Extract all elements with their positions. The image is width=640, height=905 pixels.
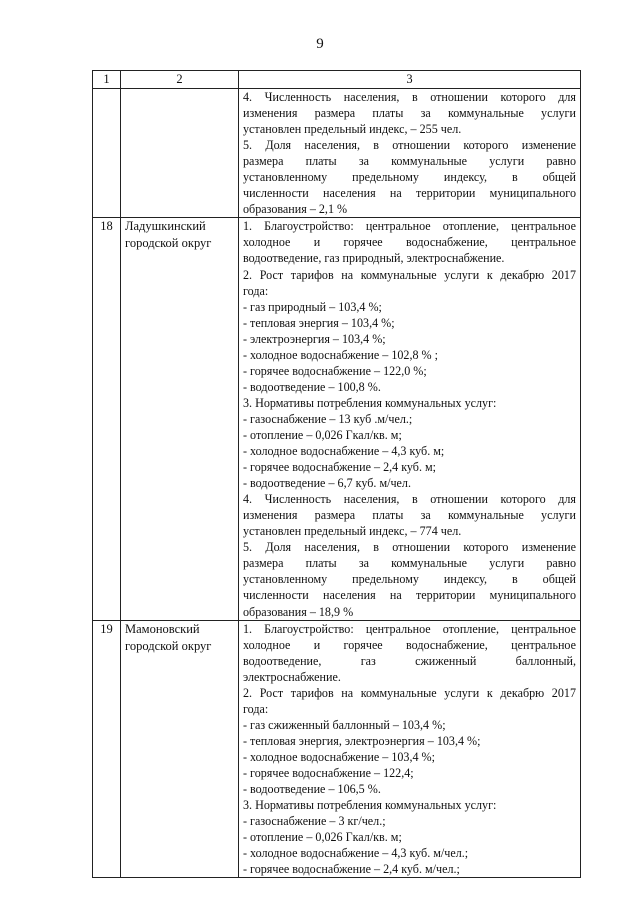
text-line: изменения размера платы за коммунальные услуги bbox=[243, 508, 576, 523]
text-line: 2. Рост тарифов на коммунальные услуги к декабрю 2017 bbox=[243, 685, 576, 700]
description-cell bbox=[239, 89, 581, 218]
row-number: 18 bbox=[93, 218, 121, 620]
text-line: установлен предельный индекс, – 255 чел. bbox=[243, 122, 462, 137]
municipality-name bbox=[121, 89, 239, 218]
table-row-18 bbox=[93, 218, 581, 620]
text-line: установлен предельный индекс, – 774 чел. bbox=[243, 524, 462, 539]
row-number: 19 bbox=[93, 620, 121, 878]
text-line: - горячее водоснабжение – 2,4 куб. м; bbox=[243, 460, 437, 475]
text-line: - газ сжиженный баллонный – 103,4 %; bbox=[243, 717, 446, 732]
text-line: - водоотведение – 106,5 %. bbox=[243, 782, 381, 797]
text-line: - водоотведение – 6,7 куб. м/чел. bbox=[243, 476, 411, 491]
table-header-row bbox=[93, 71, 581, 89]
text-line: - горячее водоснабжение – 122,0 %; bbox=[243, 363, 427, 378]
text-line: размера платы за коммунальные услуги равно bbox=[243, 154, 576, 169]
text-line: установленному предельному индексу, в общей bbox=[243, 170, 576, 185]
header-col-3: 3 bbox=[239, 71, 581, 89]
text-line: водоотведение, газ природный, электроснабжение. bbox=[243, 251, 505, 266]
row-number bbox=[93, 89, 121, 218]
municipality-name bbox=[121, 620, 239, 878]
text-line: 3. Нормативы потребления коммунальных услуг: bbox=[243, 798, 497, 813]
text-line: электроснабжение. bbox=[243, 669, 341, 684]
text-line: года: bbox=[243, 283, 269, 298]
text-line: года: bbox=[243, 701, 269, 716]
text-line: - газ природный – 103,4 %; bbox=[243, 299, 382, 314]
text-line: - газоснабжение – 3 кг/чел.; bbox=[243, 814, 386, 829]
text-line: - водоотведение – 100,8 %. bbox=[243, 379, 381, 394]
text-line: - отопление – 0,026 Гкал/кв. м; bbox=[243, 830, 402, 845]
table-row-19 bbox=[93, 620, 581, 878]
text-line: 1. Благоустройство: центральное отопление, центральное bbox=[243, 621, 576, 636]
text-line: 4. Численность населения, в отношении которого для bbox=[243, 492, 576, 507]
text-line: - холодное водоснабжение – 102,8 % ; bbox=[243, 347, 439, 362]
text-line: - холодное водоснабжение – 4,3 куб. м/чел.; bbox=[243, 846, 469, 861]
text-line: - электроэнергия – 103,4 %; bbox=[243, 331, 386, 346]
text-line: 5. Доля населения, в отношении которого изменение bbox=[243, 138, 576, 153]
text-line: 2. Рост тарифов на коммунальные услуги к декабрю 2017 bbox=[243, 267, 576, 282]
text-line: численности населения на территории муниципального bbox=[243, 588, 576, 603]
data-table bbox=[92, 70, 581, 878]
text-line: 5. Доля населения, в отношении которого изменение bbox=[243, 540, 576, 555]
text-line: - холодное водоснабжение – 103,4 %; bbox=[243, 749, 435, 764]
text-line: - тепловая энергия – 103,4 %; bbox=[243, 315, 395, 330]
description-cell bbox=[239, 620, 581, 878]
text-line: размера платы за коммунальные услуги равно bbox=[243, 556, 576, 571]
page-number: 9 bbox=[316, 36, 324, 52]
text-line: образования – 18,9 % bbox=[243, 604, 354, 619]
header-col-2: 2 bbox=[121, 71, 239, 89]
text-line: - горячее водоснабжение – 2,4 куб. м/чел.; bbox=[243, 862, 460, 877]
text-line: - холодное водоснабжение – 4,3 куб. м; bbox=[243, 444, 445, 459]
text-line: численности населения на территории муниципального bbox=[243, 186, 576, 201]
text-line: образования – 2,1 % bbox=[243, 202, 348, 217]
text-line: 3. Нормативы потребления коммунальных услуг: bbox=[243, 395, 497, 410]
text-line: установленному предельному индексу, в общей bbox=[243, 572, 576, 587]
text-line: - отопление – 0,026 Гкал/кв. м; bbox=[243, 427, 402, 442]
description-cell bbox=[239, 218, 581, 620]
municipality-name bbox=[121, 218, 239, 620]
name-line: Мамоновский bbox=[125, 621, 200, 636]
header-col-1: 1 bbox=[93, 71, 121, 89]
name-line: Ладушкинский bbox=[125, 219, 206, 234]
text-line: холодное и горячее водоснабжение, центральное bbox=[243, 637, 576, 652]
text-line: - горячее водоснабжение – 122,4; bbox=[243, 765, 414, 780]
text-line: изменения размера платы за коммунальные услуги bbox=[243, 106, 576, 121]
name-line: городской округ bbox=[125, 236, 212, 251]
text-line: 1. Благоустройство: центральное отопление, центральное bbox=[243, 219, 576, 234]
table-row-continuation bbox=[93, 89, 581, 218]
text-line: 4. Численность населения, в отношении которого для bbox=[243, 90, 576, 104]
text-line: холодное и горячее водоснабжение, центральное bbox=[243, 235, 576, 250]
text-line: водоотведение, газ сжиженный баллонный, bbox=[243, 653, 576, 668]
text-line: - газоснабжение – 13 куб .м/чел.; bbox=[243, 411, 413, 426]
name-line: городской округ bbox=[125, 638, 212, 653]
text-line: - тепловая энергия, электроэнергия – 103,4 %; bbox=[243, 733, 481, 748]
